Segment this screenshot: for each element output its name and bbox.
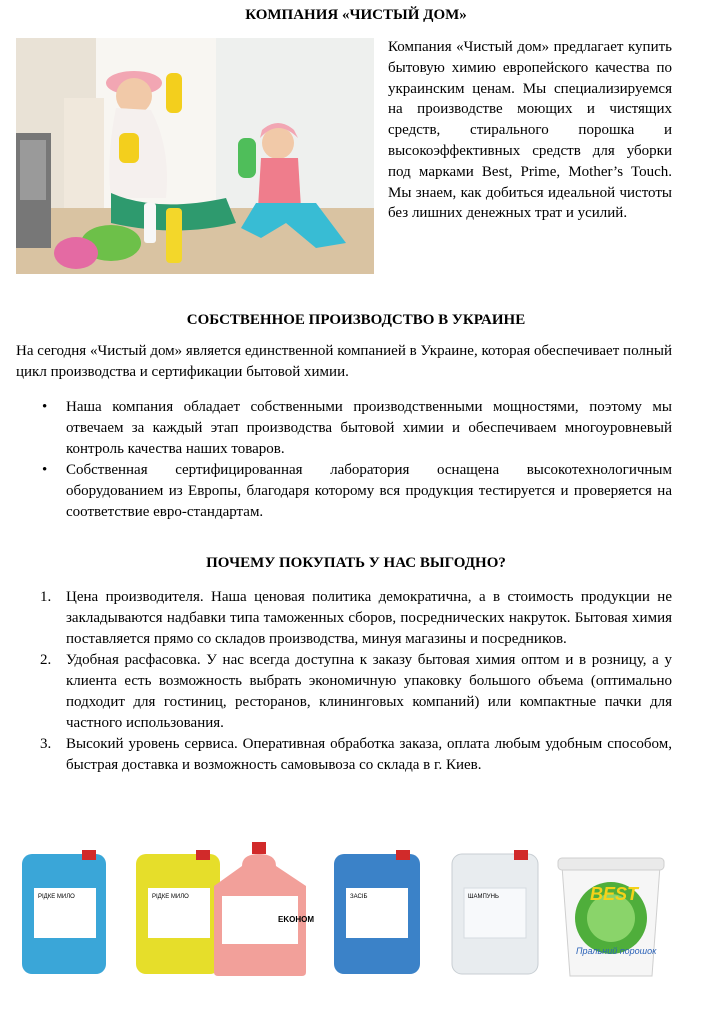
canister-blue [22,850,106,974]
product-lineup-image [16,836,676,982]
svg-text:ШАМПУНЬ: ШАМПУНЬ [468,894,499,900]
bullet-marker: • [42,462,48,478]
svg-text:ЗАСІБ: ЗАСІБ [350,894,368,900]
list-item: 2. Удобная расфасовка. У нас всегда доступна к заказу бытовая химия оптом и в розницу, а у клиента есть возможность выбрать экономичную упаковку большого объема (оптимально подходит для гостиниц, ресторанов, клининговых компаний) или компактные пачки для частного использования. [40,652,672,731]
list-item: • Собственная сертифицированная лаборатория оснащена высокотехнологичным оборудованием из Европы, благодаря которому вся продукция тестируется и проверяется на соответствие евро-стандартам. [42,462,672,520]
benefits-heading: ПОЧЕМУ ПОКУПАТЬ У НАС ВЫГОДНО? [206,555,506,571]
svg-text:Пральний порошок: Пральний порошок [576,946,657,956]
production-paragraph: На сегодня «Чистый дом» является единственной компанией в Украине, которая обеспечивает полный цикл производства и сертификации бытовой химии. [16,343,672,380]
item-number: 1. [40,589,52,605]
production-heading: СОБСТВЕННОЕ ПРОИЗВОДСТВО В УКРАИНЕ [186,312,526,328]
intro-text: Компания «Чистый дом» предлагает купить бытовую химию европейского качества по украинским ценам. Мы специализируемся на производстве моющих и чистящих средств, стирального порошка и высокоэффективных средств для уборки под марками Best, Prime, Mother’s Touch. Мы знаем, как добиться идеальной чистоты без лишних денежных трат и усилий. [388,39,672,222]
canister-dark-blue [334,850,420,974]
benefits-list [16,587,672,776]
bottle-pink [214,842,314,976]
svg-text:РІДКЕ МИЛО: РІДКЕ МИЛО [38,894,75,900]
canister-white [452,850,538,974]
bullet-marker: • [42,399,48,415]
item-number: 3. [40,736,52,752]
list-item: 1. Цена производителя. Наша ценовая политика демократична, а в стоимость продукции не закладываются надбавки типа таможенных сборов, посреднических накруток. Бытовая химия поставляется прямо со складов производства, минуя магазины и посредников. [40,589,672,647]
detergent-bucket [558,858,664,976]
svg-text:EKOHOM: EKOHOM [278,915,314,924]
canister-yellow [136,850,220,974]
list-item: 3. Высокий уровень сервиса. Оперативная обработка заказа, оплата любым удобным способом, быстрая доставка и возможность самовывоза со склада в г. Киев. [40,736,672,773]
page-title: КОМПАНИЯ «ЧИСТЫЙ ДОМ» [245,7,467,23]
svg-text:РІДКЕ МИЛО: РІДКЕ МИЛО [152,894,189,900]
production-bullet-list [16,397,672,523]
item-number: 2. [40,652,52,668]
family-cleaning-photo [16,38,374,274]
list-item: • Наша компания обладает собственными производственными мощностями, поэтому мы отвечаем за каждый этап производства бытовой химии и обеспечиваем многоуровневый контроль качества наших товаров. [42,399,672,457]
svg-text:BEST: BEST [590,884,639,904]
